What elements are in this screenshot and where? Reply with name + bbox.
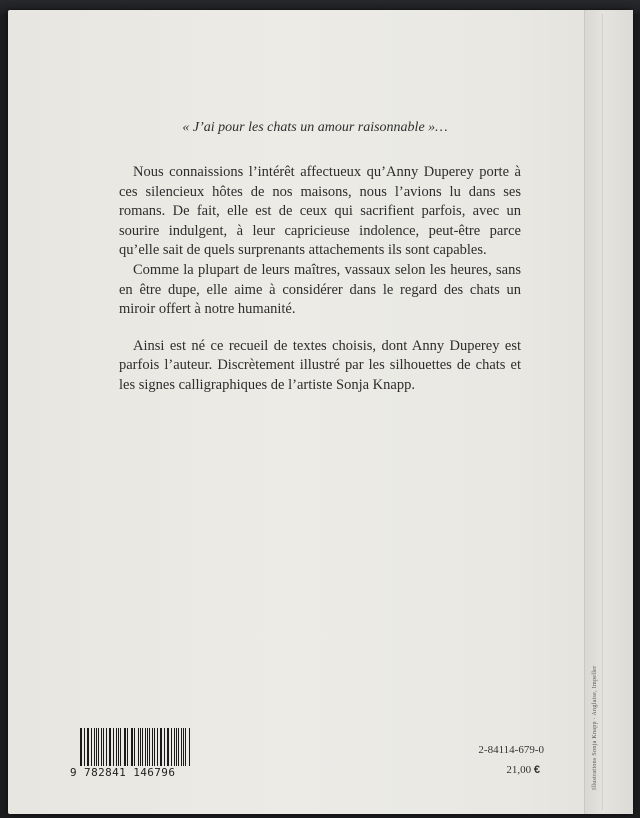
blurb — [119, 120, 521, 396]
barcode-stripe — [91, 728, 92, 766]
barcode-stripe — [154, 728, 155, 766]
barcode-stripe — [113, 728, 114, 766]
blurb-paragraph-2: Comme la plupart de leurs maîtres, vassaux selon les heures, sans en être dupe, elle aime à considérer dans le regard des chats un miroir offert à notre humanité. — [119, 261, 521, 318]
barcode-stripe — [181, 728, 182, 766]
barcode-stripe — [101, 728, 102, 766]
barcode-stripe — [134, 728, 135, 766]
spine-crease — [602, 14, 603, 810]
price — [462, 764, 540, 776]
blurb-paragraph-3: Ainsi est né ce recueil de textes choisis, dont Anny Duperey est parfois l’auteur. Discrètement illustré par les silhouettes de chats et les signes calligraphiques de l’artiste Sonja Knapp. — [119, 337, 521, 393]
barcode-stripe — [94, 728, 95, 766]
barcode-stripe — [142, 728, 143, 766]
barcode-number: 9 782841 146796 — [70, 766, 176, 779]
barcode — [80, 728, 190, 766]
barcode-stripe — [174, 728, 175, 766]
barcode-stripe — [161, 728, 162, 766]
price-value: 21,00 — [506, 764, 532, 776]
spine-text: Illustrations Sonja Knapp · Anglaise, Impeller — [592, 665, 598, 790]
currency-symbol: € — [533, 764, 540, 776]
barcode-stripe — [127, 728, 128, 766]
barcode-stripe — [120, 728, 121, 766]
barcode-stripe — [183, 728, 184, 766]
epigraph-quote: « J’ai pour les chats un amour raisonnable »… — [182, 120, 448, 135]
barcode-stripe — [138, 728, 139, 766]
blurb-paragraph-1: Nous connaissions l’intérêt affectueux qu’Anny Duperey porte à ces silencieux hôtes de nos maisons, nous l’avions lu dans ses romans. De fait, elle est de ceux qui sacrifient parfois, avec un sourire indulgent, à leur capricieuse indolence, peut-être parce qu’elle sait de quels surprenants attachements ils sont capables. — [119, 164, 521, 259]
barcode-stripe — [168, 728, 169, 766]
barcode-stripe — [103, 728, 104, 766]
isbn: 2-84114-679-0 — [478, 744, 544, 756]
barcode-stripe — [152, 728, 153, 766]
barcode-stripe — [84, 728, 85, 766]
barcode-stripe — [116, 728, 117, 766]
